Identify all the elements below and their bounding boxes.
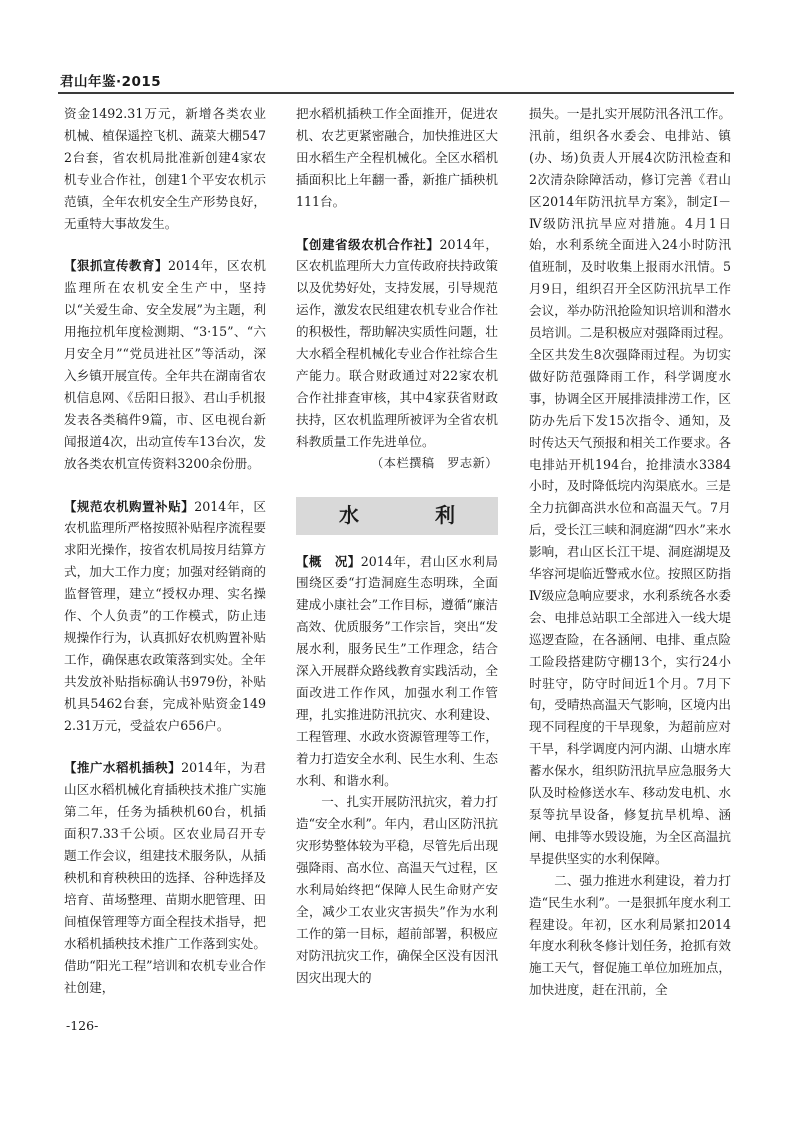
paragraph-construction: 二、强力推进水利建设，着力打造“民生水利”。一是狠抓年度水利工程建设。年初，区水利局紧扣2014年度水利秋冬修计划任务，抢抓有效施工天气，督促施工单位加班加点，加快进度，赶在汛前，全 [529,872,731,998]
column-2 [296,103,498,989]
section-heading: 【狠抓宣传教育】 [64,258,168,274]
header-rule [58,92,734,94]
section-heading: 【规范农机购置补贴】 [64,498,195,514]
section-cooperative [296,234,498,453]
section-heading: 【推广水稻机插秧】 [64,760,182,776]
column-3 [529,103,731,1001]
column-1 [64,103,266,998]
section-subsidy [64,496,266,737]
section-body: 2014年，区农机监理所在农机安全生产中，坚持以“关爱生命、安全发展”为主题，利用拖拉机年度检测期、“3·15”、“六月安全月”“党员进社区”等活动，深入乡镇开展宣传。全年共在湖南省农机信息网、《岳阳日报》、君山手机报发表各类稿件9篇，市、区电视台新闻报道4次，出动宣传车13台次，发放各类农机宣传资料3200余份册。 [64,258,266,471]
section-body: 2014年，为君山区水稻机械化育插秧技术推广实施第二年，任务为插秧机60台，机插面积7.33千公顷。区农业局召开专题工作会议，组建技术服务队，从插秧机和育秧秧田的选择、谷种选择及培育、苗场整理、苗期水肥管理、田间植保管理等方面全程技术指导，把水稻机插秧技术推广工作落到实处。借助“阳光工程”培训和农机专业合作社创建， [64,760,266,995]
paragraph: 资金1492.31万元，新增各类农业机械、植保遥控飞机、蔬菜大棚5472台套，省农机局批准新创建4家农机专业合作社，创建1个平安农机示范镇，全年农机安全生产形势良好，无重特大事故发生。 [64,106,266,231]
section-body: 2014年，区农机监理所大力宣传政府扶持政策以及优势好处，支持发展，引导规范运作，激发农民组建农机专业合作社的积极性，帮助解决实质性问题，壮大水稻全程机械化专业合作社综合生产能力。联合财政通过对22家农机合作社排查审核，其中4家获省财政扶持，区农机监理所被评为全省农机科教质量工作先进单位。 [296,236,498,449]
section-heading: 【创建省级农机合作社】 [296,236,440,252]
running-header: 君山年鉴·2015 [60,74,162,90]
paragraph: 损失。一是扎实开展防汛各汛工作。汛前，组织各水委会、电排站、镇(办、场)负责人开展4次防汛检查和2次清杂除障活动，修订完善《君山区2014年防汛抗旱方案》，制定Ⅰ－Ⅳ级防汛抗旱应对措施。4月1日始，水利系统全面进入24小时防汛值班制，及时收集上报雨水汛情。5月9日，组织召开全区防汛抗旱工作会议，举办防汛抢险知识培训和潜水员培训。二是积极应对强降雨过程。全区共发生8次强降雨过程。为切实做好防范强降雨工作，科学调度水事，协调全区开展排渍排涝工作，区防办先后下发15次指令、通知，及时传达天气预报和相关工作要求。各电排站开机194台，抢排渍水3384小时，及时降低垸内沟渠底水。三是全力抗御高洪水位和高温天气。7月后，受长江三峡和洞庭湖“四水”来水影响，君山区长江干堤、洞庭湖堤及华容河堤临近警戒水位。按照区防指Ⅳ级应急响应要求，水利系统各水委会、电排总站职工全部进入一线大堤巡逻查险，在各涵闸、电排、重点险工险段搭建防守棚13个，实行24小时驻守，防守时间近1个月。7月下旬，受晴热高温天气影响，区境内出现不同程度的干旱现象，为超前应对干旱，科学调度内河内湖、山塘水库蓄水保水，组织防汛抗旱应急服务大队及时检修送水车、移动发电机、水泵等抗旱设备，修复抗旱机埠、涵闸、电排等水毁设施，为全区高温抗旱提供坚实的水利保障。 [529,106,731,866]
section-transplanting [64,757,266,998]
author-credit: （本栏撰稿 罗志新） [371,455,498,470]
section-title-water-conservancy: 水 利 [296,497,498,535]
page-number: -126- [66,1018,99,1033]
paragraph-flood-control: 一、扎实开展防汛抗灾，着力打造“安全水利”。年内，君山区防汛抗灾形势整体较为平稳，尽管先后出现强降雨、高水位、高温天气过程，区水利局始终把“保障人民生命财产安全，减少工农业灾害损失”作为水利工作的第一目标，超前部署，积极应对防汛抗灾工作，确保全区没有因汛因灾出现大的 [296,794,498,985]
section-overview [296,551,498,792]
section-body: 2014年，区农机监理所严格按照补贴程序流程要求阳光操作，按省农机局按月结算方式，加大工作力度；加强对经销商的监督管理，建立“授权办理、实名操作、个人负责”的工作模式，防止违规操作行为，认真抓好农机购置补贴工作，确保惠农政策落到实处。全年共发放补贴指标确认书979份，补贴机具5462台套，完成补贴资金1492.31万元，受益农户656户。 [64,498,267,733]
section-propaganda [64,255,266,474]
section-body: 2014年，君山区水利局围绕区委“打造洞庭生态明珠，全面建成小康社会”工作目标，遵循“廉洁高效、优质服务”工作宗旨，突出“发展水利，服务民生”工作理念，结合深入开展群众路线教育实践活动，全面改进工作作风，加强水利工作管理，扎实推进防汛抗灾、水利建设、工程管理、水政水资源管理等工作，着力打造安全水利、民生水利、生态水利、和谐水利。 [296,553,499,788]
section-heading: 【概 况】 [296,553,361,569]
paragraph: 把水稻机插秧工作全面推开，促进农机、农艺更紧密融合，加快推进区大田水稻生产全程机械化。全区水稻机插面积比上年翻一番，新推广插秧机111台。 [296,106,498,209]
